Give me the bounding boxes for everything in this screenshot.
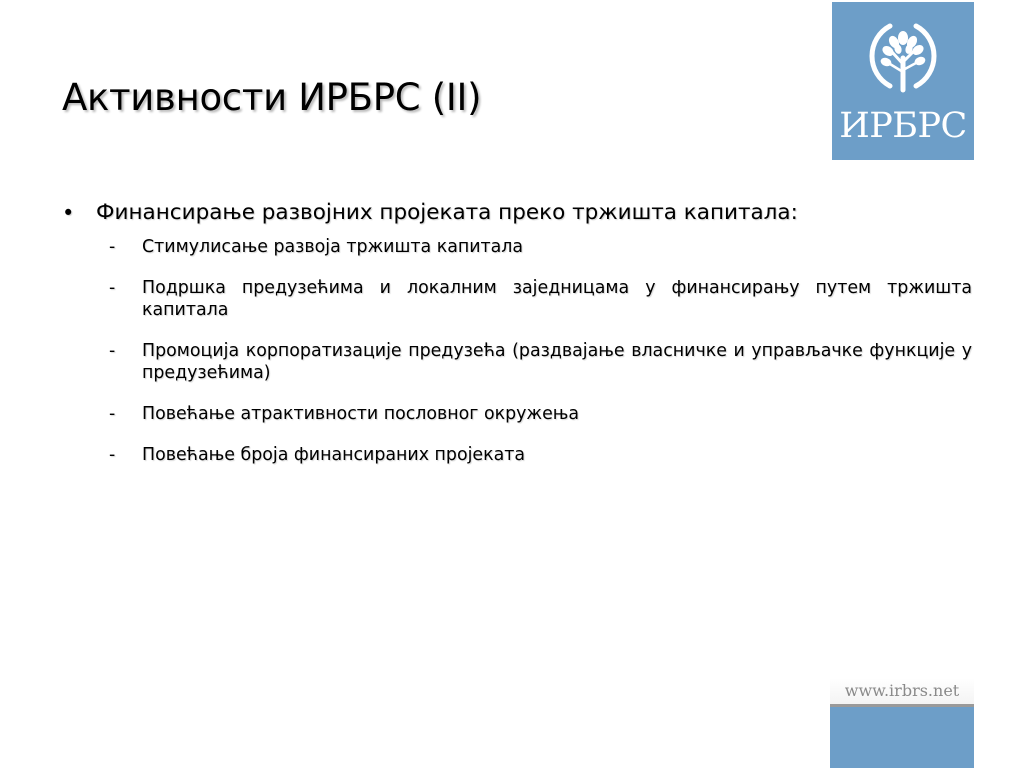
- sub-bullet-item: [62, 277, 972, 321]
- irbrs-logo: [832, 2, 974, 160]
- logo-text: ИРБРС: [839, 106, 967, 146]
- sub-bullet-item: [62, 340, 972, 384]
- dash-marker: -: [109, 445, 116, 465]
- website-link[interactable]: www.irbrs.net: [830, 678, 974, 704]
- sub-bullet-item: [62, 403, 972, 425]
- main-bullet: [62, 194, 972, 232]
- slide-content: [62, 194, 972, 485]
- slide-title: Активности ИРБРС (II): [62, 76, 482, 119]
- tree-icon: [832, 2, 974, 106]
- dash-marker: -: [109, 404, 116, 424]
- dash-marker: -: [109, 341, 116, 361]
- main-bullet-text: Финансирање развојних пројеката преко тржишта капитала:: [96, 200, 798, 225]
- sub-bullet-text: Стимулисање развоја тржишта капитала: [142, 237, 524, 257]
- footer-brand-box: [830, 707, 974, 768]
- sub-bullet-text: Подршка предузећима и локалним заједницама у финансирању путем тржишта капитала: [142, 278, 972, 320]
- dash-marker: -: [109, 237, 116, 257]
- sub-bullet-text: Повећање атрактивности пословног окружења: [142, 404, 580, 424]
- sub-bullet-item: [62, 236, 972, 258]
- sub-bullet-list: [62, 236, 972, 466]
- sub-bullet-text: Повећање броја финансираних пројеката: [142, 445, 526, 465]
- sub-bullet-item: [62, 444, 972, 466]
- dash-marker: -: [109, 278, 116, 298]
- sub-bullet-text: Промоција корпоратизације предузећа (раздвајање власничке и управљачке функције у предузећима): [142, 341, 972, 383]
- bullet-icon: •: [62, 201, 75, 225]
